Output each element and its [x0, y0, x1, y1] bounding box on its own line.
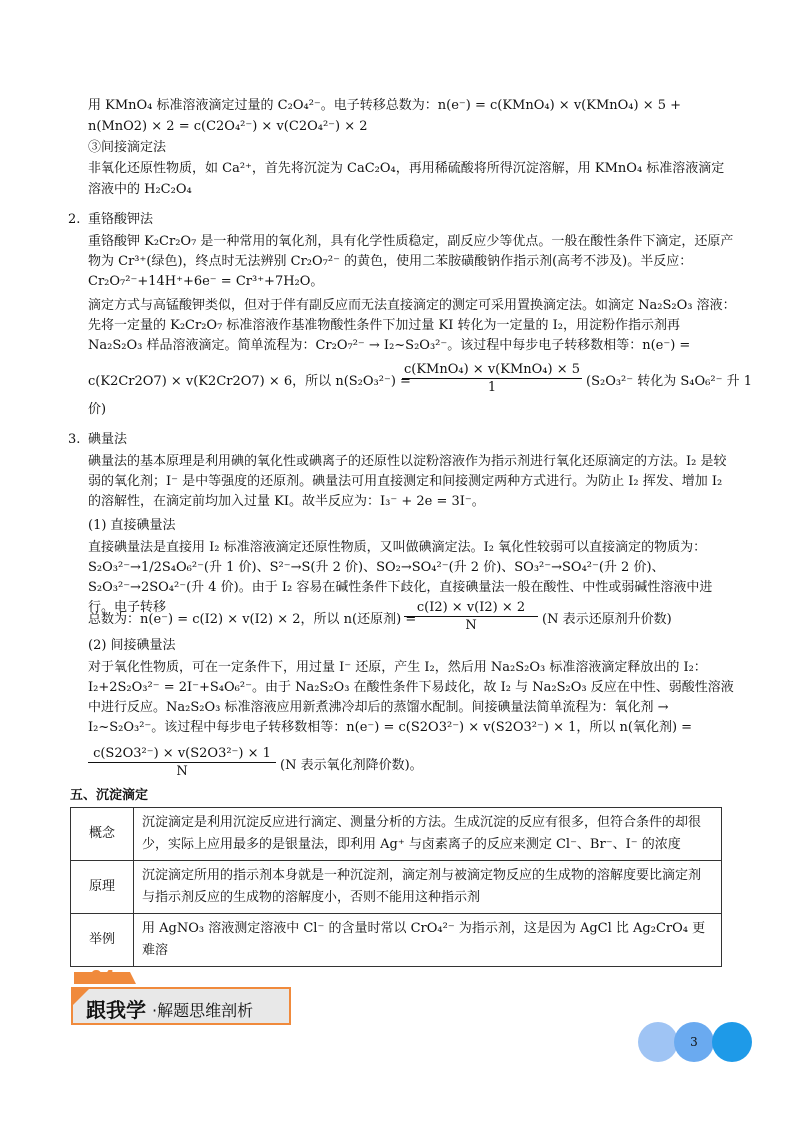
text-line: (N 表示还原剂升价数)	[542, 612, 672, 627]
section-number: 2.	[68, 212, 81, 227]
text-line: 总数为：n(e⁻) = c(I2) × v(I2) × 2，所以 n(还原剂) =	[88, 612, 417, 627]
table-row-text: 沉淀滴定所用的指示剂本身就是一种沉淀剂，滴定剂与被滴定物反应的生成物的溶解度要比滴定剂与指示剂反应的生成物的溶解度小，否则不能用这种指示剂	[134, 861, 722, 914]
text-line: 非氧化还原性物质，如 Ca²⁺，首先将沉淀为 CaC₂O₄，再用稀硫酸将所得沉淀溶解，用 KMnO₄ 标准溶液滴定	[88, 161, 725, 176]
paragraph: 滴定方式与高锰酸钾类似，但对于伴有副反应而无法直接滴定的测定可采用置换滴定法。如滴定 Na₂S₂O₃ 溶液：先将一定量的 K₂Cr₂O₇ 标准溶液作基准物酸性条件下加过量 KI 转化为一定量的 I₂，用淀粉作指示剂再 Na₂S₂O₃ 样品溶液滴定。简单流程为：Cr₂O₇²⁻ → I₂~S₂O₃²⁻。该过程中每步电子转移数相等：n(e⁻) =	[88, 298, 736, 353]
subheading: (1) 直接碘量法	[88, 518, 176, 533]
table-row-text: 沉淀滴定是利用沉淀反应进行滴定、测量分析的方法。生成沉淀的反应有很多，但符合条件的却很少，实际上应用最多的是银量法，即利用 Ag⁺ 与卤素离子的反应来测定 Cl⁻、Br⁻、I⁻ 的浓度	[134, 808, 722, 861]
badge-title: 跟我学	[86, 998, 146, 1022]
decor-circle	[712, 1022, 752, 1062]
fraction-denominator: 1	[487, 380, 497, 395]
section-number: 3.	[68, 432, 81, 447]
section-badge	[70, 967, 292, 1028]
text-line: 溶液中的 H₂C₂O₄	[88, 182, 192, 197]
fraction-numerator: c(KMnO₄) × v(KMnO₄) × 5	[403, 362, 581, 377]
text-line: (S₂O₃²⁻ 转化为 S₄O₆²⁻ 升 1	[586, 374, 752, 389]
subheading: ③间接滴定法	[88, 140, 167, 155]
text-line: c(K2Cr2O7) × v(K2Cr2O7) × 6，所以 n(S₂O₃²⁻) =	[88, 374, 411, 389]
fraction-denominator: N	[176, 764, 188, 779]
fraction-numerator: c(I2) × v(I2) × 2	[404, 600, 538, 617]
page-number-badge	[674, 1022, 714, 1062]
section-title: 碘量法	[88, 432, 128, 447]
fraction-denominator: N	[465, 618, 477, 633]
subheading: (2) 间接碘量法	[88, 638, 176, 653]
table-row-label: 概念	[71, 808, 134, 861]
paragraph: 碘量法的基本原理是利用碘的氧化性或碘离子的还原性以淀粉溶液作为指示剂进行氧化还原滴定的方法。I₂ 是较弱的氧化剂；I⁻ 是中等强度的还原剂。碘量法可用直接测定和间接测定两种方式进行。为防止 I₂ 挥发、增加 I₂ 的溶解性，在滴定前均加入过量 KI。故半反应为：I₃⁻ + 2e = 3I⁻。	[88, 454, 727, 509]
text-line: 用 KMnO₄ 标准溶液滴定过量的 C₂O₄²⁻。电子转移总数为：n(e⁻) = c(KMnO₄) × v(KMnO₄) × 5 +	[88, 98, 682, 113]
page-number: 3	[690, 1035, 698, 1049]
section-title: 五、沉淀滴定	[70, 788, 149, 803]
badge-subtitle: ·解题思维剖析	[152, 1001, 254, 1020]
text-line: n(MnO2) × 2 = c(C2O₄²⁻) × v(C2O₄²⁻) × 2	[88, 119, 368, 134]
badge-number: 04	[90, 967, 116, 988]
decor-circle	[638, 1022, 678, 1062]
paragraph: 对于氧化性物质，可在一定条件下，用过量 I⁻ 还原，产生 I₂，然后用 Na₂S₂O₃ 标准溶液滴定释放出的 I₂：I₂+2S₂O₃²⁻ = 2I⁻+S₄O₆²⁻。由于 Na₂S₂O₃ 在酸性条件下易歧化，故 I₂ 与 Na₂S₂O₃ 反应在中性、弱酸性溶液中进行反应。Na₂S₂O₃ 标准溶液应用新煮沸冷却后的蒸馏水配制。间接碘量法简单流程为：氧化剂 → I₂~S₂O₃²⁻。该过程中每步电子转移数相等：n(e⁻) = c(S2O3²⁻) × v(S2O3²⁻) × 1，所以 n(氧化剂) =	[88, 660, 734, 735]
section-title: 重铬酸钾法	[88, 212, 154, 227]
table-row	[71, 808, 722, 861]
table-row	[71, 861, 722, 914]
precipitation-table	[70, 807, 722, 967]
fraction-numerator: c(S2O3²⁻) × v(S2O3²⁻) × 1	[88, 746, 276, 763]
paragraph: 重铬酸钾 K₂Cr₂O₇ 是一种常用的氧化剂，具有化学性质稳定，副反应少等优点。一般在酸性条件下滴定，还原产物为 Cr³⁺(绿色)，终点时无法辨别 Cr₂O₇²⁻ 的黄色，使用二苯胺磺酸钠作指示剂(高考不涉及)。半反应：Cr₂O₇²⁻+14H⁺+6e⁻ = Cr³⁺+7H₂O。	[88, 234, 734, 289]
table-row-label: 原理	[71, 861, 134, 914]
text-line: (N 表示氧化剂降价数)。	[280, 758, 423, 773]
table-row	[71, 914, 722, 967]
table-row-text: 用 AgNO₃ 溶液测定溶液中 Cl⁻ 的含量时常以 CrO₄²⁻ 为指示剂，这是因为 AgCl 比 Ag₂CrO₄ 更难溶	[134, 914, 722, 967]
text-line: 价)	[88, 402, 107, 417]
paragraph: 直接碘量法是直接用 I₂ 标准溶液滴定还原性物质，又叫做碘滴定法。I₂ 氧化性较弱可以直接滴定的物质为：S₂O₃²⁻→1/2S₄O₆²⁻(升 1 价)、S²⁻→S(升 2 价)、SO₂→SO₄²⁻(升 2 价)、SO₃²⁻→SO₄²⁻(升 2 价)、S₂O₃²⁻→2SO₄²⁻(升 4 价)。由于 I₂ 容易在碱性条件下歧化，直接碘量法一般在酸性、中性或弱碱性溶液中进行。电子转移	[88, 540, 713, 615]
table-row-label: 举例	[71, 914, 134, 967]
